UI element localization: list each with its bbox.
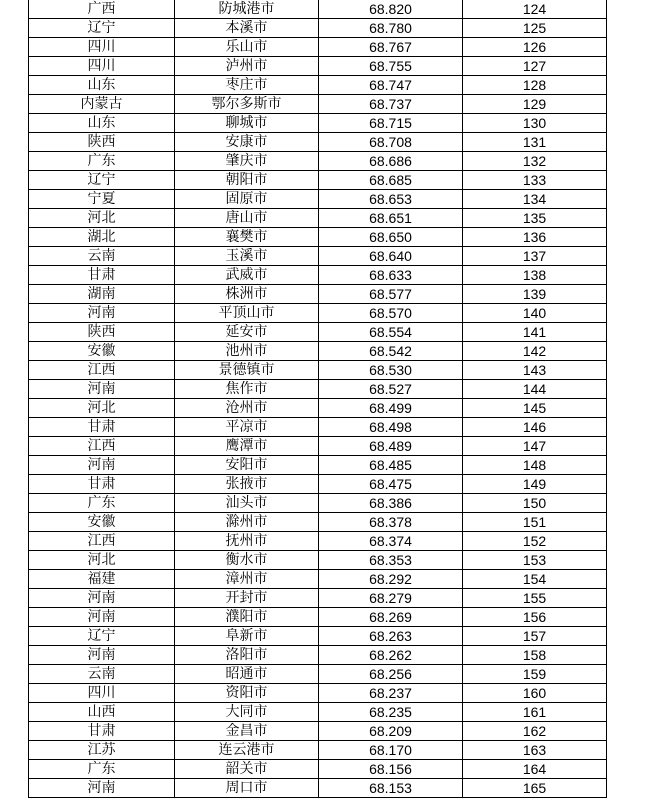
rank-cell: 151	[463, 513, 607, 532]
rank-cell: 150	[463, 494, 607, 513]
table-row	[29, 399, 607, 418]
province-cell: 河南	[29, 779, 175, 798]
table-row	[29, 513, 607, 532]
score-cell: 68.256	[319, 665, 463, 684]
city-cell: 滁州市	[175, 513, 319, 532]
score-cell: 68.499	[319, 399, 463, 418]
score-cell: 68.650	[319, 228, 463, 247]
score-cell: 68.633	[319, 266, 463, 285]
rank-cell: 139	[463, 285, 607, 304]
rank-cell: 130	[463, 114, 607, 133]
city-cell: 聊城市	[175, 114, 319, 133]
rank-cell: 154	[463, 570, 607, 589]
province-cell: 河南	[29, 380, 175, 399]
province-cell: 辽宁	[29, 19, 175, 38]
city-cell: 周口市	[175, 779, 319, 798]
table-row	[29, 779, 607, 798]
score-cell: 68.353	[319, 551, 463, 570]
province-cell: 甘肃	[29, 722, 175, 741]
province-cell: 山东	[29, 114, 175, 133]
table-row	[29, 665, 607, 684]
city-cell: 延安市	[175, 323, 319, 342]
province-cell: 河南	[29, 646, 175, 665]
rank-cell: 132	[463, 152, 607, 171]
table-row	[29, 760, 607, 779]
city-ranking-table-container	[28, 0, 606, 798]
table-row	[29, 722, 607, 741]
province-cell: 辽宁	[29, 627, 175, 646]
city-cell: 安阳市	[175, 456, 319, 475]
province-cell: 河南	[29, 589, 175, 608]
table-row	[29, 133, 607, 152]
city-cell: 昭通市	[175, 665, 319, 684]
rank-cell: 158	[463, 646, 607, 665]
score-cell: 68.153	[319, 779, 463, 798]
table-row	[29, 646, 607, 665]
city-cell: 资阳市	[175, 684, 319, 703]
score-cell: 68.685	[319, 171, 463, 190]
rank-cell: 141	[463, 323, 607, 342]
table-row	[29, 266, 607, 285]
rank-cell: 134	[463, 190, 607, 209]
score-cell: 68.737	[319, 95, 463, 114]
rank-cell: 149	[463, 475, 607, 494]
city-cell: 玉溪市	[175, 247, 319, 266]
table-row	[29, 418, 607, 437]
score-cell: 68.747	[319, 76, 463, 95]
city-cell: 安康市	[175, 133, 319, 152]
score-cell: 68.374	[319, 532, 463, 551]
table-row	[29, 114, 607, 133]
rank-cell: 129	[463, 95, 607, 114]
rank-cell: 125	[463, 19, 607, 38]
province-cell: 安徽	[29, 342, 175, 361]
score-cell: 68.767	[319, 38, 463, 57]
city-cell: 池州市	[175, 342, 319, 361]
table-row	[29, 152, 607, 171]
city-cell: 肇庆市	[175, 152, 319, 171]
province-cell: 广东	[29, 152, 175, 171]
province-cell: 云南	[29, 247, 175, 266]
city-cell: 朝阳市	[175, 171, 319, 190]
table-row	[29, 494, 607, 513]
rank-cell: 145	[463, 399, 607, 418]
city-cell: 泸州市	[175, 57, 319, 76]
city-cell: 汕头市	[175, 494, 319, 513]
table-row	[29, 342, 607, 361]
province-cell: 宁夏	[29, 190, 175, 209]
rank-cell: 136	[463, 228, 607, 247]
city-cell: 连云港市	[175, 741, 319, 760]
rank-cell: 124	[463, 0, 607, 19]
rank-cell: 162	[463, 722, 607, 741]
score-cell: 68.235	[319, 703, 463, 722]
city-cell: 沧州市	[175, 399, 319, 418]
province-cell: 甘肃	[29, 418, 175, 437]
city-cell: 鄂尔多斯市	[175, 95, 319, 114]
score-cell: 68.292	[319, 570, 463, 589]
city-cell: 大同市	[175, 703, 319, 722]
score-cell: 68.820	[319, 0, 463, 19]
city-cell: 韶关市	[175, 760, 319, 779]
table-row	[29, 247, 607, 266]
city-cell: 平凉市	[175, 418, 319, 437]
province-cell: 山西	[29, 703, 175, 722]
city-cell: 固原市	[175, 190, 319, 209]
rank-cell: 137	[463, 247, 607, 266]
province-cell: 江西	[29, 361, 175, 380]
score-cell: 68.156	[319, 760, 463, 779]
city-cell: 濮阳市	[175, 608, 319, 627]
rank-cell: 127	[463, 57, 607, 76]
table-row	[29, 95, 607, 114]
score-cell: 68.209	[319, 722, 463, 741]
score-cell: 68.715	[319, 114, 463, 133]
table-row	[29, 532, 607, 551]
score-cell: 68.708	[319, 133, 463, 152]
score-cell: 68.577	[319, 285, 463, 304]
rank-cell: 143	[463, 361, 607, 380]
province-cell: 四川	[29, 57, 175, 76]
score-cell: 68.686	[319, 152, 463, 171]
score-cell: 68.653	[319, 190, 463, 209]
province-cell: 四川	[29, 38, 175, 57]
city-cell: 本溪市	[175, 19, 319, 38]
rank-cell: 138	[463, 266, 607, 285]
score-cell: 68.262	[319, 646, 463, 665]
score-cell: 68.237	[319, 684, 463, 703]
province-cell: 福建	[29, 570, 175, 589]
city-cell: 开封市	[175, 589, 319, 608]
city-cell: 平顶山市	[175, 304, 319, 323]
table-row	[29, 209, 607, 228]
province-cell: 云南	[29, 665, 175, 684]
score-cell: 68.651	[319, 209, 463, 228]
table-body	[29, 0, 607, 798]
province-cell: 河北	[29, 209, 175, 228]
province-cell: 江西	[29, 532, 175, 551]
rank-cell: 146	[463, 418, 607, 437]
city-cell: 襄樊市	[175, 228, 319, 247]
rank-cell: 140	[463, 304, 607, 323]
score-cell: 68.530	[319, 361, 463, 380]
score-cell: 68.475	[319, 475, 463, 494]
city-cell: 焦作市	[175, 380, 319, 399]
rank-cell: 133	[463, 171, 607, 190]
rank-cell: 147	[463, 437, 607, 456]
province-cell: 山东	[29, 76, 175, 95]
city-cell: 鹰潭市	[175, 437, 319, 456]
rank-cell: 144	[463, 380, 607, 399]
rank-cell: 148	[463, 456, 607, 475]
rank-cell: 165	[463, 779, 607, 798]
province-cell: 甘肃	[29, 475, 175, 494]
score-cell: 68.279	[319, 589, 463, 608]
province-cell: 河北	[29, 551, 175, 570]
table-row	[29, 475, 607, 494]
table-row	[29, 190, 607, 209]
city-cell: 抚州市	[175, 532, 319, 551]
score-cell: 68.542	[319, 342, 463, 361]
rank-cell: 135	[463, 209, 607, 228]
province-cell: 辽宁	[29, 171, 175, 190]
province-cell: 广东	[29, 494, 175, 513]
table-row	[29, 19, 607, 38]
rank-cell: 163	[463, 741, 607, 760]
score-cell: 68.640	[319, 247, 463, 266]
table-row	[29, 703, 607, 722]
rank-cell: 155	[463, 589, 607, 608]
province-cell: 甘肃	[29, 266, 175, 285]
city-cell: 张掖市	[175, 475, 319, 494]
table-row	[29, 608, 607, 627]
province-cell: 河北	[29, 399, 175, 418]
score-cell: 68.170	[319, 741, 463, 760]
city-ranking-table	[28, 0, 607, 798]
province-cell: 广东	[29, 760, 175, 779]
table-row	[29, 38, 607, 57]
city-cell: 唐山市	[175, 209, 319, 228]
table-row	[29, 551, 607, 570]
rank-cell: 128	[463, 76, 607, 95]
table-row	[29, 323, 607, 342]
table-row	[29, 684, 607, 703]
province-cell: 河南	[29, 304, 175, 323]
province-cell: 江西	[29, 437, 175, 456]
province-cell: 河南	[29, 608, 175, 627]
province-cell: 内蒙古	[29, 95, 175, 114]
score-cell: 68.263	[319, 627, 463, 646]
city-cell: 武威市	[175, 266, 319, 285]
province-cell: 河南	[29, 456, 175, 475]
score-cell: 68.489	[319, 437, 463, 456]
province-cell: 陕西	[29, 323, 175, 342]
score-cell: 68.386	[319, 494, 463, 513]
table-row	[29, 171, 607, 190]
table-row	[29, 304, 607, 323]
table-row	[29, 0, 607, 19]
province-cell: 广西	[29, 0, 175, 19]
table-row	[29, 380, 607, 399]
table-row	[29, 589, 607, 608]
province-cell: 湖南	[29, 285, 175, 304]
rank-cell: 131	[463, 133, 607, 152]
table-row	[29, 627, 607, 646]
city-cell: 阜新市	[175, 627, 319, 646]
rank-cell: 156	[463, 608, 607, 627]
table-row	[29, 456, 607, 475]
table-row	[29, 285, 607, 304]
province-cell: 四川	[29, 684, 175, 703]
city-cell: 衡水市	[175, 551, 319, 570]
city-cell: 枣庄市	[175, 76, 319, 95]
score-cell: 68.498	[319, 418, 463, 437]
rank-cell: 161	[463, 703, 607, 722]
rank-cell: 142	[463, 342, 607, 361]
province-cell: 陕西	[29, 133, 175, 152]
province-cell: 安徽	[29, 513, 175, 532]
city-cell: 金昌市	[175, 722, 319, 741]
city-cell: 株洲市	[175, 285, 319, 304]
rank-cell: 153	[463, 551, 607, 570]
province-cell: 江苏	[29, 741, 175, 760]
score-cell: 68.780	[319, 19, 463, 38]
city-cell: 乐山市	[175, 38, 319, 57]
table-row	[29, 741, 607, 760]
table-row	[29, 570, 607, 589]
score-cell: 68.269	[319, 608, 463, 627]
city-cell: 景德镇市	[175, 361, 319, 380]
city-cell: 防城港市	[175, 0, 319, 19]
rank-cell: 157	[463, 627, 607, 646]
table-row	[29, 361, 607, 380]
table-row	[29, 57, 607, 76]
table-row	[29, 228, 607, 247]
table-row	[29, 437, 607, 456]
score-cell: 68.570	[319, 304, 463, 323]
score-cell: 68.554	[319, 323, 463, 342]
rank-cell: 159	[463, 665, 607, 684]
rank-cell: 126	[463, 38, 607, 57]
score-cell: 68.378	[319, 513, 463, 532]
score-cell: 68.485	[319, 456, 463, 475]
table-row	[29, 76, 607, 95]
score-cell: 68.527	[319, 380, 463, 399]
rank-cell: 164	[463, 760, 607, 779]
score-cell: 68.755	[319, 57, 463, 76]
city-cell: 漳州市	[175, 570, 319, 589]
rank-cell: 152	[463, 532, 607, 551]
city-cell: 洛阳市	[175, 646, 319, 665]
rank-cell: 160	[463, 684, 607, 703]
province-cell: 湖北	[29, 228, 175, 247]
